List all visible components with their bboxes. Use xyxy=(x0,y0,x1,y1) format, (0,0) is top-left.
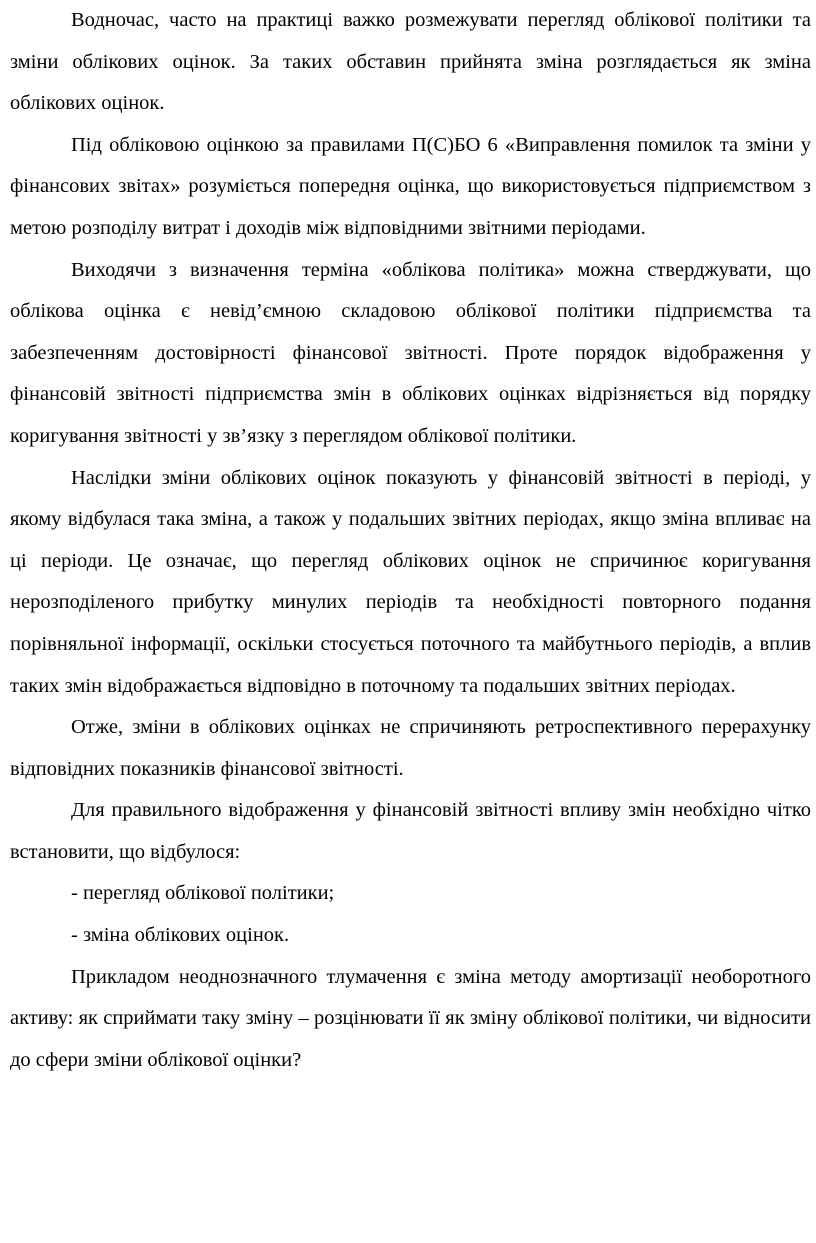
document-page xyxy=(10,0,811,1081)
list-item-2: - зміна облікових оцінок. xyxy=(71,924,290,947)
paragraph-2: Під обліковою оцінкою за правилами П(С)БО 6 «Виправлення помилок та зміни у фінансових звітах» розуміється попередня оцінка, що використовується підприємством з метою розподілу витрат і доходів між відповідними звітними періодами. xyxy=(10,133,811,239)
paragraph-3: Виходячи з визначення терміна «облікова політика» можна стверджувати, що облікова оцінка є невід’ємною складовою облікової політики підприємства та забезпеченням достовірності фінансової звітності. Проте порядок відображення у фінансовій звітності підприємства змін в облікових оцінках відрізняється від порядку коригування звітності у зв’язку з переглядом облікової політики. xyxy=(10,258,811,447)
paragraph-5: Отже, зміни в облікових оцінках не спричиняють ретроспективного перерахунку відповідних показників фінансової звітності. xyxy=(10,716,811,780)
paragraph-6: Для правильного відображення у фінансовій звітності впливу змін необхідно чітко встановити, що відбулося: xyxy=(10,799,811,863)
paragraph-4: Наслідки зміни облікових оцінок показують у фінансовій звітності в періоді, у якому відбулася така зміна, а також у подальших звітних періодах, якщо зміна впливає на ці періоди. Це означає, що перегляд облікових оцінок не спричинює коригування нерозподіленого прибутку минулих періодів та необхідності повторного подання порівняльної інформації, оскільки стосується поточного та майбутнього періодів, а вплив таких змін відображається відповідно в поточному та подальших звітних періодах. xyxy=(10,466,811,697)
list-item-1: - перегляд облікової політики; xyxy=(71,882,335,905)
paragraph-1: Водночас, часто на практиці важко розмежувати перегляд облікової політики та зміни облікових оцінок. За таких обставин прийнята зміна розглядається як зміна облікових оцінок. xyxy=(10,9,811,115)
paragraph-closing: Прикладом неоднозначного тлумачення є зміна методу амортизації необоротного активу: як сприймати таку зміну – розцінювати її як зміну облікової політики, чи відносити до сфери зміни облікової оцінки? xyxy=(10,965,811,1071)
